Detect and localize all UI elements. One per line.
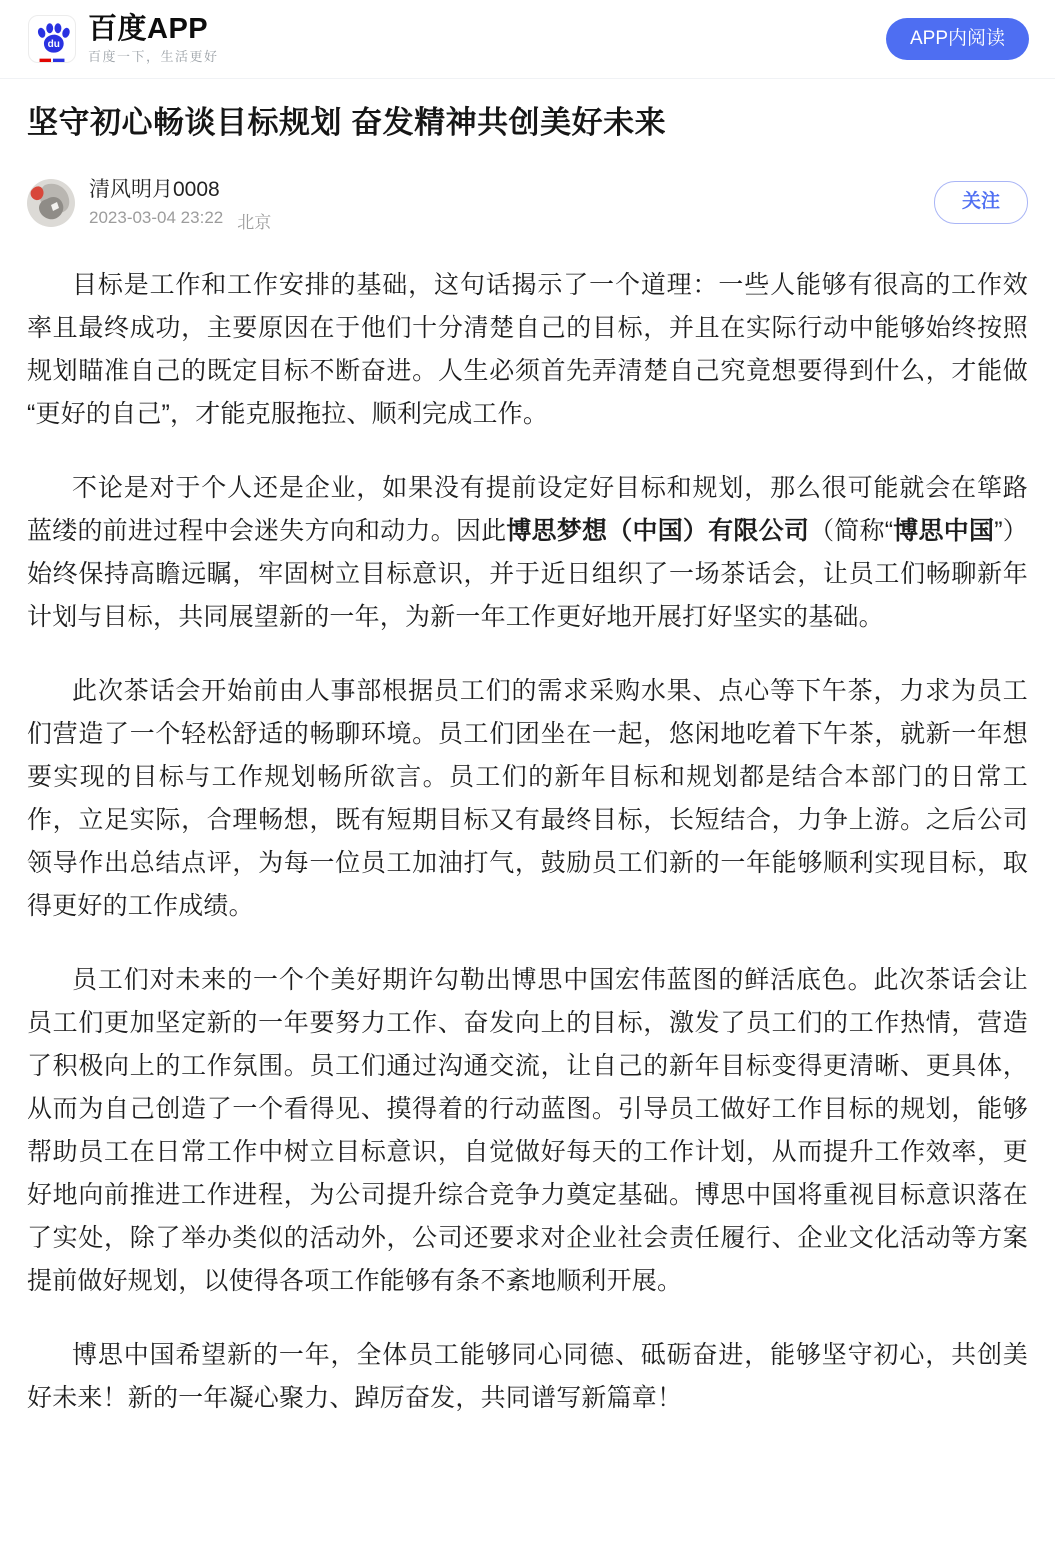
page-header (0, 0, 1055, 79)
paragraph-run: 员工们对未来的一个个美好期许勾勒出博思中国宏伟蓝图的鲜活底色。此次茶话会让员工们更加坚定新的一年要努力工作、奋发向上的目标，激发了员工们的工作热情，营造了积极向上的工作氛围。员工们通过沟通交流，让自己的新年目标变得更清晰、更具体，从而为自己创造了一个看得见、摸得着的行动蓝图。引导员工做好工作目标的规划，能够帮助员工在日常工作中树立目标意识，自觉做好每天的工作计划，从而提升工作效率，更好地向前推进工作进程，为公司提升综合竞争力奠定基础。博思中国将重视目标意识落在了实处，除了举办类似的活动外，公司还要求对企业社会责任履行、企业文化活动等方案提前做好规划，以使得各项工作能够有条不紊地顺利开展。 (27, 965, 1028, 1295)
author-meta (89, 208, 271, 233)
paragraph-run: （简称“ (809, 516, 894, 545)
svg-text:du: du (47, 39, 60, 51)
brand-title: 百度APP (88, 12, 209, 45)
article-paragraph (27, 670, 1028, 928)
author-name[interactable]: 清风明月0008 (89, 177, 220, 201)
paragraph-bold-run: 博思梦想（中国）有限公司 (506, 516, 810, 545)
publish-location: 北京 (237, 212, 272, 232)
author-row (27, 173, 1028, 233)
paragraph-run: 此次茶话会开始前由人事部根据员工们的需求采购水果、点心等下午茶，力求为员工们营造了一个轻松舒适的畅聊环境。员工们团坐在一起，悠闲地吃着下午茶，就新一年想要实现的目标与工作规划畅所欲言。员工们的新年目标和规划都是结合本部门的日常工作，立足实际，合理畅想，既有短期目标又有最终目标，长短结合，力争上游。之后公司领导作出总结点评，为每一位员工加油打气，鼓励员工们新的一年能够顺利实现目标，取得更好的工作成绩。 (27, 676, 1028, 920)
brand-slogan: 百度一下，生活更好 (88, 49, 219, 65)
paragraph-run: ”）始终保持高瞻远瞩，牢固树立目标意识，并于近日组织了一场茶话会，让员工们畅聊新年计划与目标，共同展望新的一年，为新一年工作更好地开展打好坚实的基础。 (27, 516, 1028, 631)
read-in-app-button[interactable]: APP内阅读 (886, 18, 1029, 61)
paragraph-run: 不论是对于个人还是企业，如果没有提前设定好目标和规划，那么很可能就会在筚路蓝缕的前进过程中会迷失方向和动力。因此 (27, 473, 1028, 545)
paragraph-run: 目标是工作和工作安排的基础，这句话揭示了一个道理：一些人能够有很高的工作效率且最终成功，主要原因在于他们十分清楚自己的目标，并且在实际行动中能够始终按照规划瞄准自己的既定目标不断奋进。人生必须首先弄清楚自己究竟想要得到什么，才能做“更好的自己”，才能克服拖拉、顺利完成工作。 (27, 270, 1028, 428)
author-avatar[interactable] (27, 179, 75, 227)
article-page (0, 102, 1055, 1481)
article-title: 坚守初心畅谈目标规划 奋发精神共创美好未来 (27, 105, 667, 140)
article-paragraph (27, 264, 1028, 436)
baidu-paw-icon (28, 15, 76, 63)
publish-datetime: 2023-03-04 23:22 (89, 207, 224, 227)
article-paragraph (27, 1334, 1028, 1420)
article-body (27, 264, 1028, 1481)
paragraph-run: 博思中国希望新的一年，全体员工能够同心同德、砥砺奋进，能够坚守初心，共创美好未来！新的一年凝心聚力、踔厉奋发，共同谱写新篇章！ (27, 1340, 1028, 1412)
article-paragraph (27, 959, 1028, 1303)
paragraph-bold-run: 博思中国 (893, 516, 995, 545)
article-paragraph (27, 467, 1028, 639)
follow-button[interactable]: 关注 (934, 181, 1028, 224)
baidu-logo[interactable] (28, 13, 219, 65)
